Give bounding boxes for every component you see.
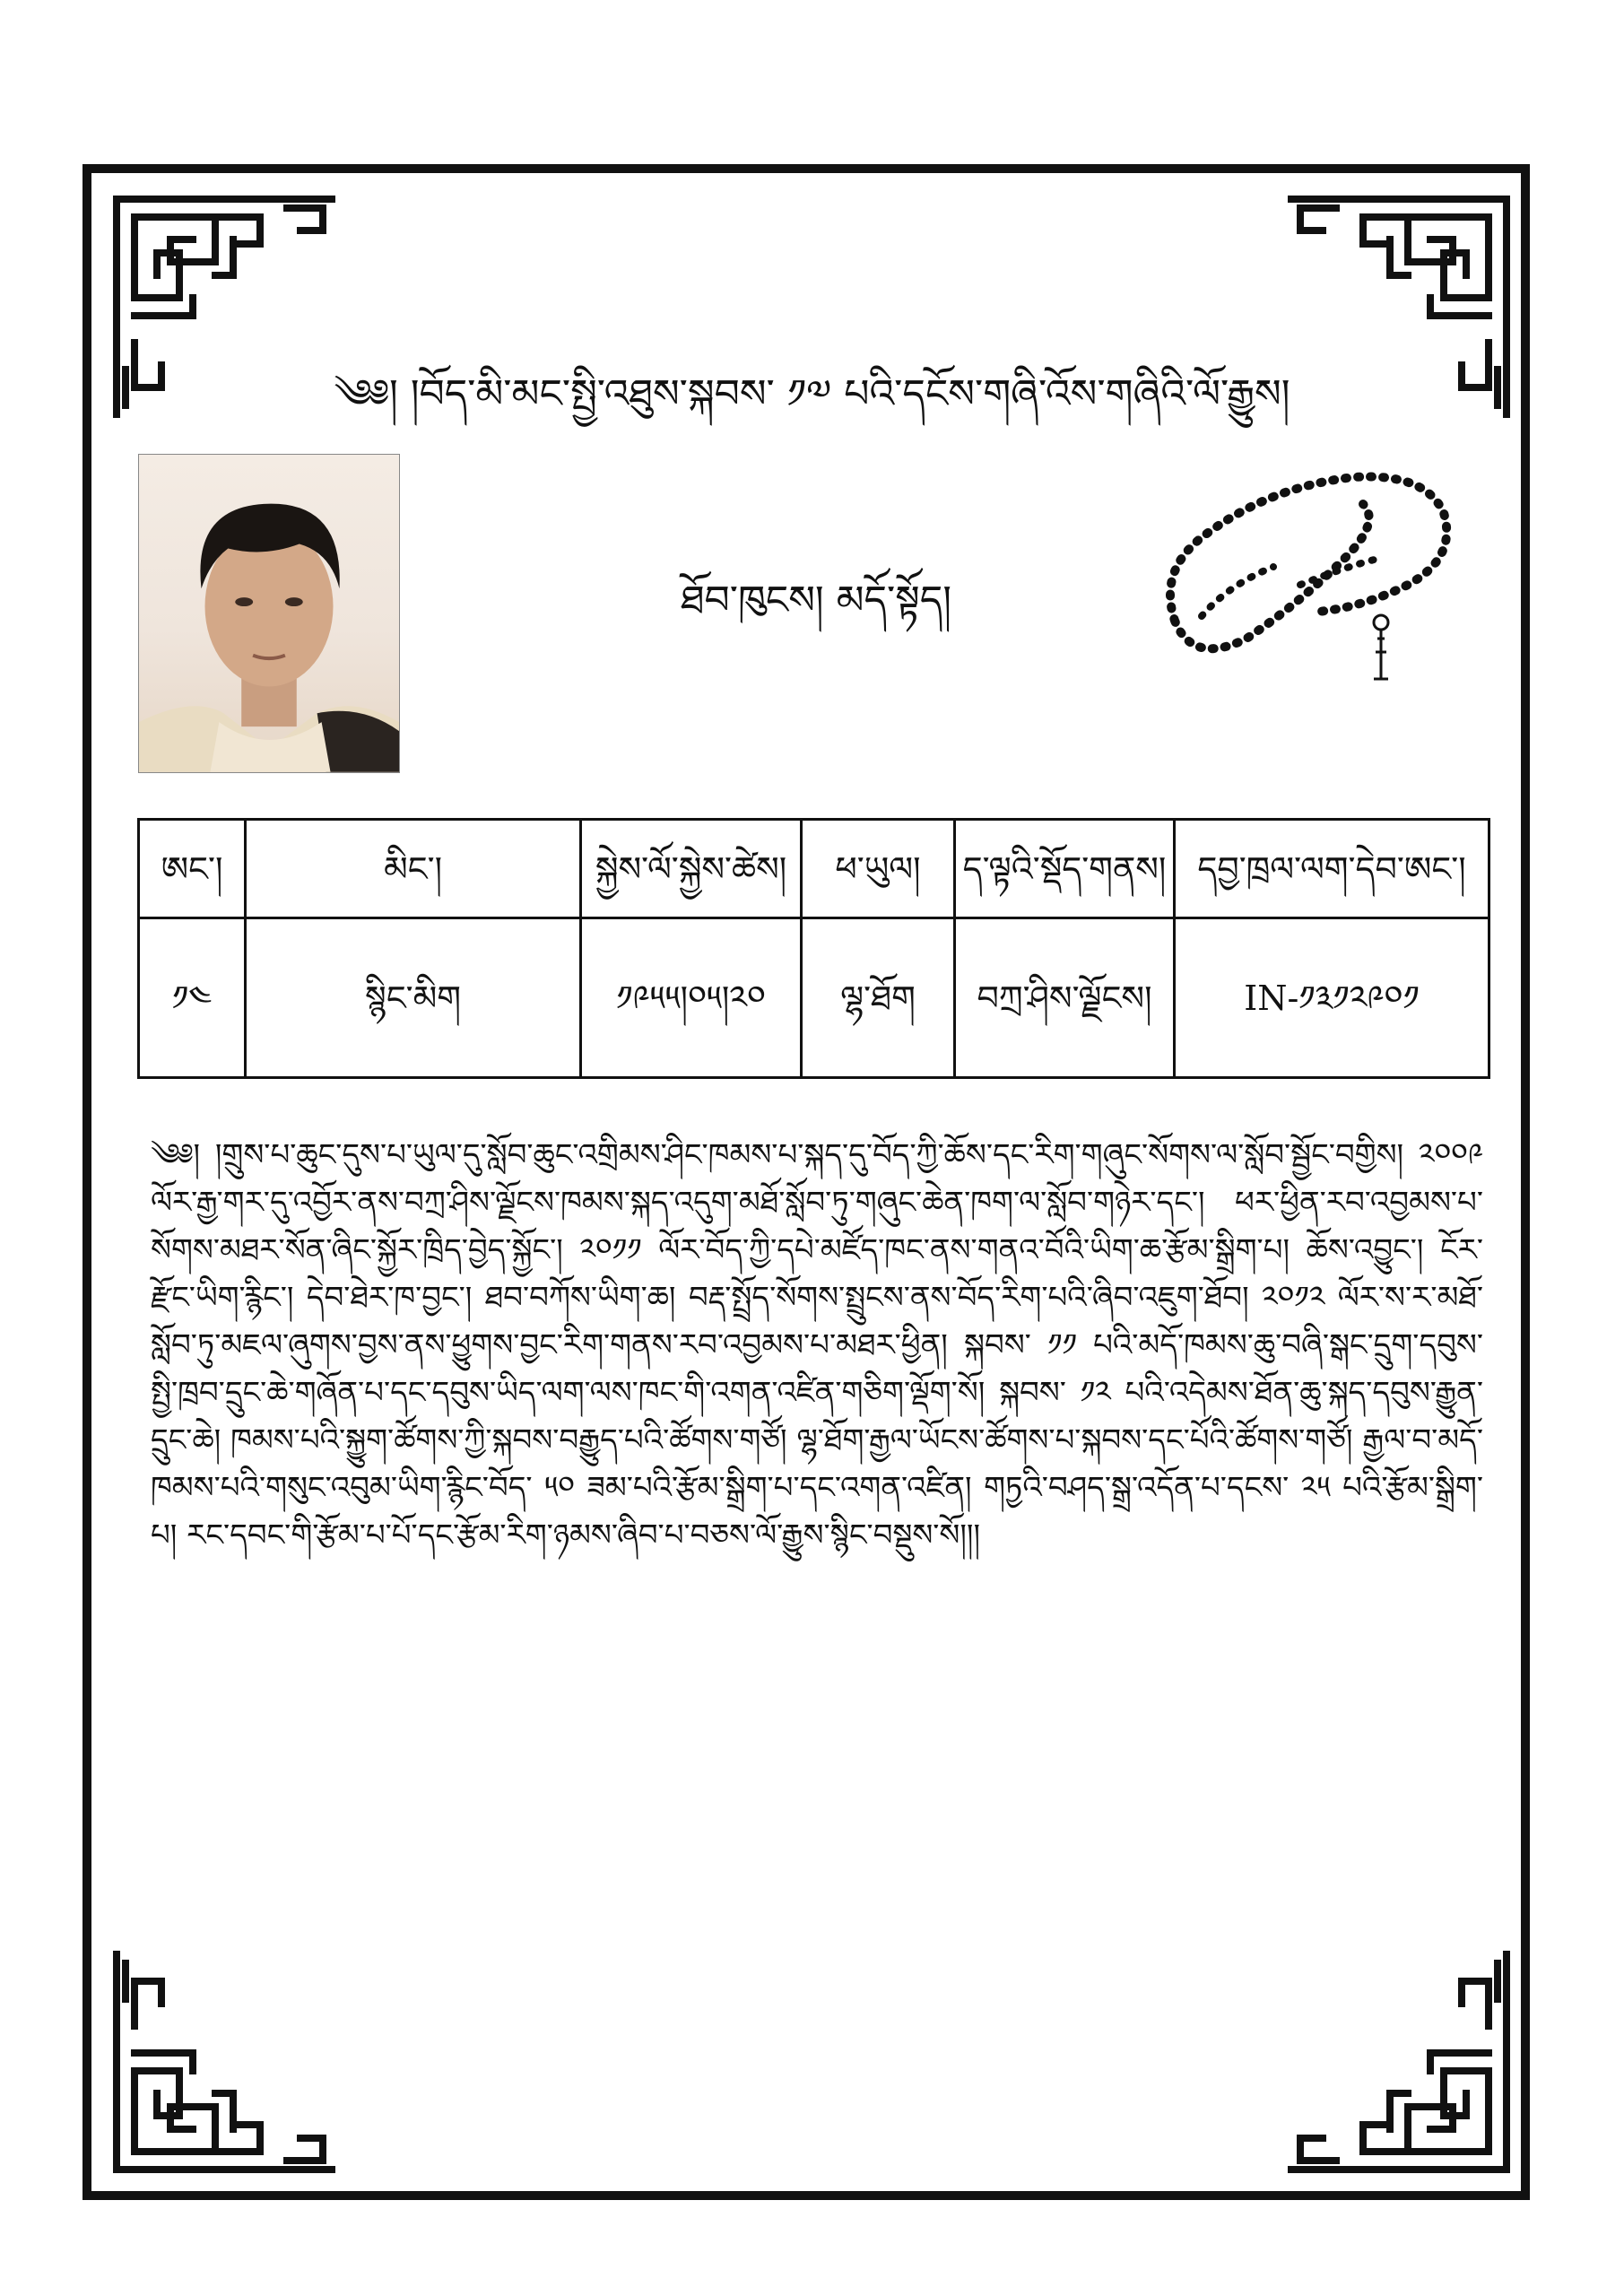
header-birth-date: སྐྱེས་ལོ་སྐྱེས་ཚེས། bbox=[581, 820, 802, 918]
cell-name: སྙིང་མིག bbox=[246, 918, 581, 1078]
cell-residence: བཀྲ་ཤིས་ལྗོངས། bbox=[955, 918, 1175, 1078]
corner-ornament-bottom-right bbox=[1282, 1945, 1515, 2179]
corner-ornament-bottom-left bbox=[108, 1945, 341, 2179]
page-title: ༄༅། །བོད་མི་མང་སྤྱི་འཐུས་སྐབས་ ༡༧ པའི་དངོས་གཞི་འོས་གཞིའི་ལོ་རྒྱུས། bbox=[334, 371, 1290, 417]
header-birthplace: ཕ་ཡུལ། bbox=[802, 820, 955, 918]
cell-birthplace: ལྷ་ཐོག bbox=[802, 918, 955, 1078]
candidate-constituency: ཐོབ་ཁུངས། མདོ་སྟོད། bbox=[680, 578, 951, 623]
header-residence: ད་ལྟའི་སྡོད་གནས། bbox=[955, 820, 1175, 918]
cell-number: ༡༤ bbox=[139, 918, 246, 1078]
candidate-info-table bbox=[137, 818, 1490, 1079]
rosary-beads-icon bbox=[1139, 459, 1462, 692]
candidate-photo bbox=[138, 454, 400, 773]
biography-text: ༄༅། །གྲུས་པ་ཆུང་དུས་པ་ཡུལ་དུ་སློབ་ཆུང་འགྲིམས་ཤིང་ཁམས་པ་སྐད་དུ་བོད་ཀྱི་ཆོས་དང་རིག་གཞུང་སོགས་ལ་སློབ་སྦྱོང་བགྱིས། ༢༠༠༩ ལོར་རྒྱ་གར་དུ་འབྱོར་ནས་བཀྲ་ཤིས་ལྗོངས་ཁམས་སྐད་འདུག་མཐོ་སློབ་ཏུ་གཞུང་ཆེན་ཁག་ལ་སློབ་གཉེར་དང་། ཕར་ཕྱིན་རབ་འབྱམས་པ་སོགས་མཐར་སོན་ཞིང་སྐྱོར་ཁྲིད་བྱེད་སྐྱོང་། ༢༠༡༡ ལོར་བོད་ཀྱི་དཔེ་མཛོད་ཁང་ནས་གནའ་བོའི་ཡིག་ཆ་རྩོམ་སྒྲིག་པ། ཆོས་འབྱུང་། ངོར་རྫོང་ཡིག་རྙིང་། དེབ་ཐེར་ཁ་བྱང་། ཐབ་བཀོས་ཡིག་ཆ། བརྡ་སྤྲོད་སོགས་སྤྲུངས་ནས་བོད་རིག་པའི་ཞིབ་འཇུག་ཐོབ། ༢༠༡༢ ལོར་ས་ར་མཐོ་སློབ་ཏུ་མཇལ་ཞུགས་བྱས་ནས་ཕྱུགས་བྱང་རིག་གནས་རབ་འབྱམས་པ་མཐར་ཕྱིན། སྐབས་ ༡༡ པའི་མདོ་ཁམས་ཆུ་བཞི་སྒང་དྲུག་དབུས་སྤྱི་ཁྲབ་དྲུང་ཆེ་གཞོན་པ་དང་དབུས་ཡིད་ལག་ལས་ཁང་གི་འགན་འཛིན་གཅིག་ལྡོག་སོ། སྐབས་ ༡༢ པའི་འདེམས་ཐོན་ཆུ་སྐད་དབུས་རྒྱུན་དྲུང་ཆེ། ཁམས་པའི་སྐྱུག་ཚོགས་ཀྱི་སྐབས་བརྒྱུད་པའི་ཚོགས་གཙོ། ལྷ་ཐོག་རྒྱལ་ཡོངས་ཚོགས་པ་སྐབས་དང་པོའི་ཚོགས་གཙོ། རྒྱལ་བ་མདོ་ཁམས་པའི་གསུང་འབུམ་ཡིག་རྙིང་བོད་ ༥༠ ཟམ་པའི་རྩོམ་སྒྲིག་པ་དང་འགན་འཛིན། གཏྱའི་བཤད་སྒྲ་འདོན་པ་དངས་ ༢༥ པའི་རྩོམ་སྒྲིག་པ། རང་དབང་གི་རྩོམ་པ་པོ་དང་རྩོམ་རིག་ཉམས་ཞིབ་པ་བཅས་ལོ་རྒྱུས་སྙིང་བསྡུས་སོ།།། bbox=[151, 1137, 1483, 1553]
header-number: ཨང་། bbox=[139, 820, 246, 918]
header-greenbook-number: དབྱ་ཁྲལ་ལག་དེབ་ཨང་། bbox=[1175, 820, 1489, 918]
table-row bbox=[139, 918, 1489, 1078]
cell-greenbook-number: IN-༡༣༡༢༩༠༡ bbox=[1175, 918, 1489, 1078]
cell-birth-date: ༡༩༥༥།༠༥།༢༠ bbox=[581, 918, 802, 1078]
table-header-row bbox=[139, 820, 1489, 918]
header-name: མིང་། bbox=[246, 820, 581, 918]
